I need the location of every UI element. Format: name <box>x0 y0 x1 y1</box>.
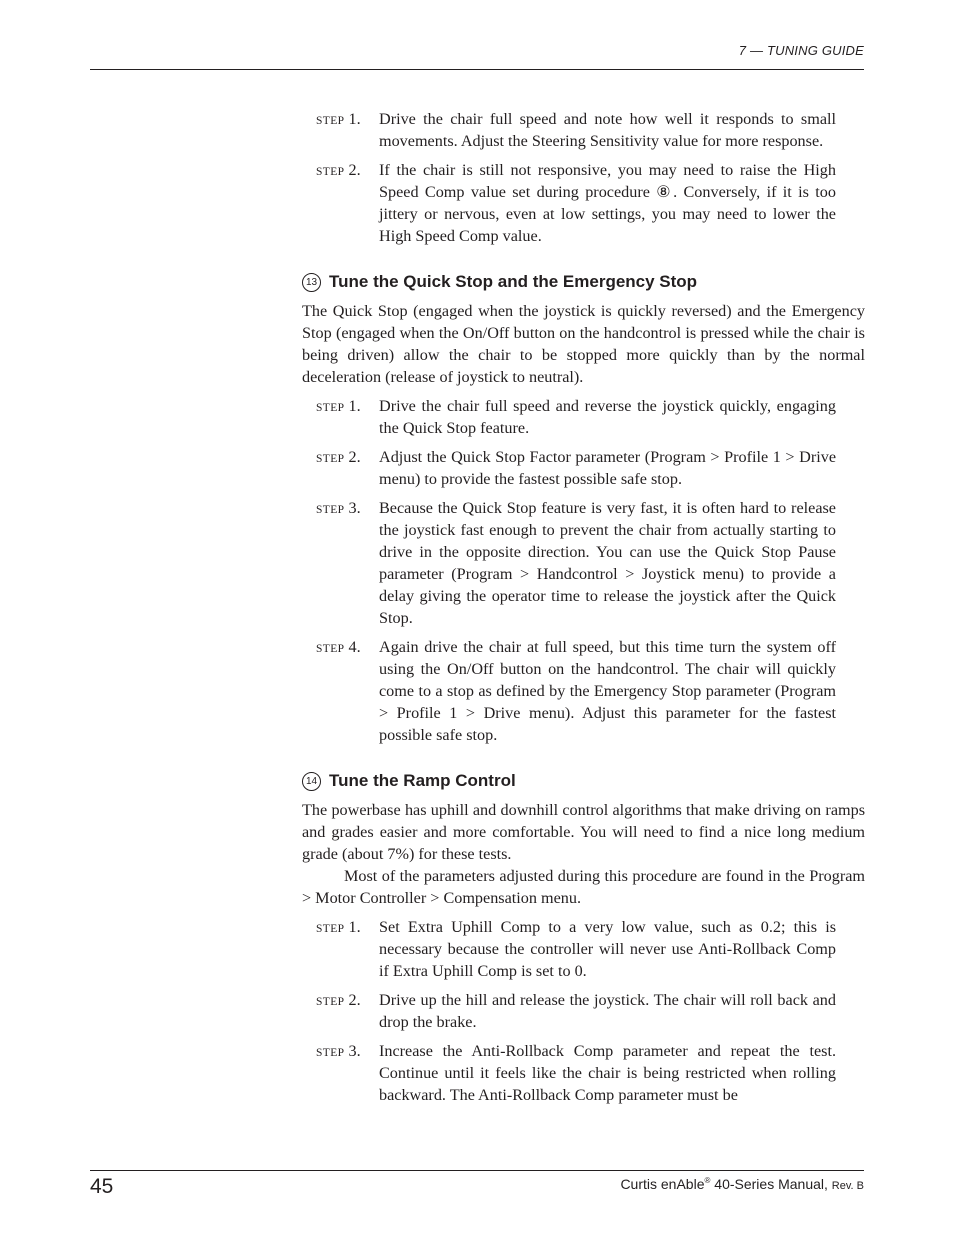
section-intro-continued: Most of the parameters adjusted during this procedure are found in the Program > Motor Controller > Compensation menu. <box>302 867 865 907</box>
footer-title: Curtis enAble® 40-Series Manual, Rev. B <box>620 1176 864 1192</box>
section-intro: The powerbase has uphill and downhill control algorithms that make driving on ramps and grades easier and more comfortable. You will need to find a nice long medium grade (about 7%) for these tests. <box>302 801 865 863</box>
step-label: STEP 2. <box>316 448 361 466</box>
step-label: STEP 3. <box>316 499 361 517</box>
step-item <box>316 159 836 247</box>
section-title: Tune the Ramp Control <box>329 771 516 790</box>
running-head: 7 — TUNING GUIDE <box>738 43 864 58</box>
step-text: If the chair is still not responsive, you may need to raise the High Speed Comp value set during procedure ⑧. Conversely, if it is too jittery or nervous, even at low settings, you may need to lower the High Speed Comp value. <box>379 161 836 245</box>
step-text: Increase the Anti-Rollback Comp parameter and repeat the test. Continue until it feels like the chair is being restricted when rolling backward. The Anti-Rollback Comp parameter must be <box>379 1042 836 1104</box>
circled-number: 14 <box>302 772 321 791</box>
section-title: Tune the Quick Stop and the Emergency Stop <box>329 272 698 291</box>
footer-rule <box>90 1170 864 1171</box>
step-label: STEP 1. <box>316 110 361 128</box>
step-text: Set Extra Uphill Comp to a very low value, such as 0.2; this is necessary because the controller will never use Anti-Rollback Comp if Extra Uphill Comp is set to 0. <box>379 918 836 980</box>
step-item <box>316 395 836 439</box>
step-label: STEP 3. <box>316 1042 361 1060</box>
step-label: STEP 2. <box>316 161 361 179</box>
section-heading <box>302 271 865 293</box>
header-rule <box>90 69 864 70</box>
step-item <box>316 1040 836 1106</box>
step-item <box>316 989 836 1033</box>
step-text: Adjust the Quick Stop Factor parameter (Program > Profile 1 > Drive menu) to provide the fastest possible safe stop. <box>379 448 836 488</box>
step-label: STEP 2. <box>316 991 361 1009</box>
section-heading <box>302 770 865 792</box>
step-text: Drive up the hill and release the joystick. The chair will roll back and drop the brake. <box>379 991 836 1031</box>
step-label: STEP 1. <box>316 397 361 415</box>
step-item <box>316 636 836 746</box>
step-item <box>316 446 836 490</box>
step-text: Again drive the chair at full speed, but this time turn the system off using the On/Off button on the handcontrol. The chair will quickly come to a stop as defined by the Emergency Stop parameter (Program > Profile 1 > Drive menu). Adjust this parameter for the fastest possible safe stop. <box>379 638 836 744</box>
step-text: Because the Quick Stop feature is very fast, it is often hard to release the joystick fast enough to prevent the chair from actually starting to drive in the opposite direction. You can use the Quick Stop Pause parameter (Program > Handcontrol > Joystick menu) to provide a delay giving the operator time to release the joystick after the Quick Stop. <box>379 499 836 627</box>
page-number: 45 <box>90 1175 114 1198</box>
step-label: STEP 1. <box>316 918 361 936</box>
step-text: Drive the chair full speed and reverse the joystick quickly, engaging the Quick Stop feature. <box>379 397 836 437</box>
circled-number: 13 <box>302 273 321 292</box>
section-intro: The Quick Stop (engaged when the joystick is quickly reversed) and the Emergency Stop (engaged when the On/Off button on the handcontrol is pressed while the chair is being driven) allow the chair to be stopped more quickly than by the normal deceleration (release of joystick to neutral). <box>302 302 865 386</box>
step-item <box>316 108 836 152</box>
step-label: STEP 4. <box>316 638 361 656</box>
step-text: Drive the chair full speed and note how well it responds to small movements. Adjust the Steering Sensitivity value for more response. <box>379 110 836 150</box>
page-body <box>302 108 865 1113</box>
step-item <box>316 497 836 629</box>
step-item <box>316 916 836 982</box>
